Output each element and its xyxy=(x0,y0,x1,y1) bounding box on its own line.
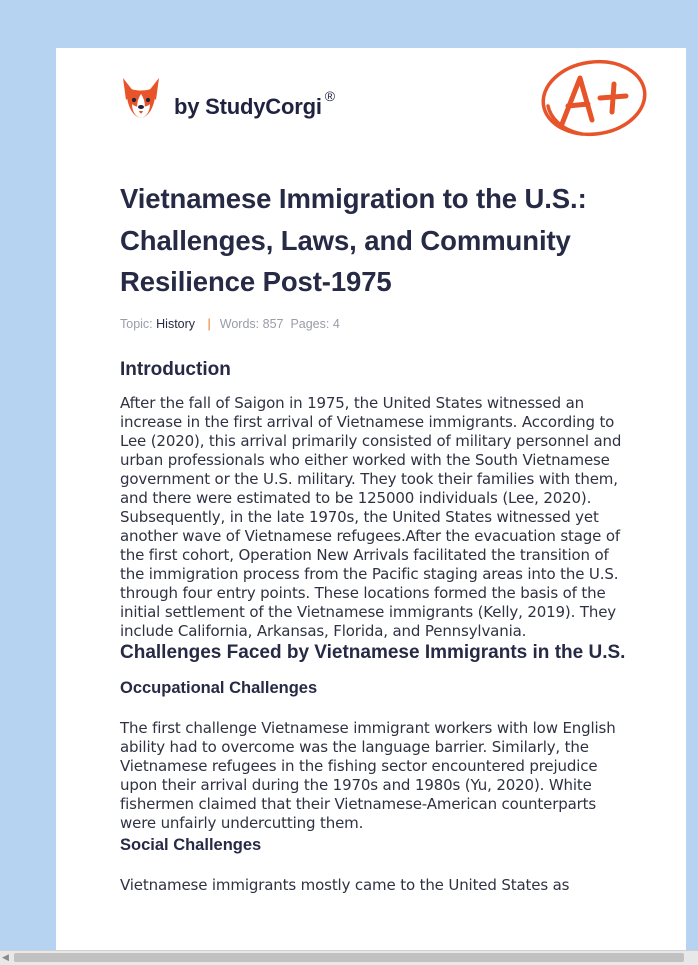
social-challenges-heading: Social Challenges xyxy=(120,835,262,854)
page-count: Pages: 4 xyxy=(290,316,340,331)
topic-link[interactable]: History xyxy=(156,316,196,331)
scroll-left-arrow-icon[interactable]: ◀ xyxy=(2,953,9,963)
article-meta xyxy=(120,317,630,331)
topic-label: Topic: xyxy=(120,316,153,331)
word-count: Words: 857 xyxy=(219,316,284,331)
corgi-logo-icon xyxy=(120,76,162,120)
page-header xyxy=(56,48,686,148)
grade-a-plus-badge-icon xyxy=(538,58,650,140)
scrollbar-thumb[interactable] xyxy=(14,953,684,962)
article-title: Vietnamese Immigration to the U.S.: Challenges, Laws, and Community Resilience Post-1975 xyxy=(120,183,587,297)
document-page xyxy=(56,48,686,953)
introduction-heading: Introduction xyxy=(120,358,231,380)
article-content xyxy=(120,178,630,895)
introduction-paragraph: After the fall of Saigon in 1975, the United States witnessed an increase in the first arrival of Vietnamese immigrants. According to Lee (2020), this arrival primarily consisted of military personnel and urban professionals who either worked with the South Vietnamese government or the U.S. military. They took their families with them, and there were estimated to be 125000 individuals (Lee, 2020). Subsequently, in the late 1970s, the United States witnessed yet another wave of Vietnamese refugees.After the evacuation stage of the first cohort, Operation New Arrivals facilitated the transition of the immigration process from the Pacific staging areas into the U.S. through four entry points. These locations formed the basis of the initial settlement of the Vietnamese immigrants (Kelly, 2019). They include California, Arkansas, Florida, and Pennsylvania. xyxy=(120,393,622,640)
brand-name[interactable]: by StudyCorgi ® xyxy=(174,88,335,119)
occupational-paragraph: The first challenge Vietnamese immigrant workers with low English ability had to overcome was the language barrier. Similarly, the Vietnamese refugees in the fishing sector encountered prejudice upon their arrival during the 1970s and 1980s (Yu, 2020). White fishermen claimed that their Vietnamese-American counterparts were unfairly undercutting them. xyxy=(120,718,616,832)
horizontal-scrollbar[interactable] xyxy=(0,950,698,965)
social-paragraph: Vietnamese immigrants mostly came to the United States as xyxy=(120,875,570,894)
occupational-challenges-heading: Occupational Challenges xyxy=(120,678,318,697)
challenges-heading: Challenges Faced by Vietnamese Immigrants in the U.S. xyxy=(120,641,626,663)
registered-mark: ® xyxy=(324,88,335,104)
meta-separator: | xyxy=(207,316,211,331)
